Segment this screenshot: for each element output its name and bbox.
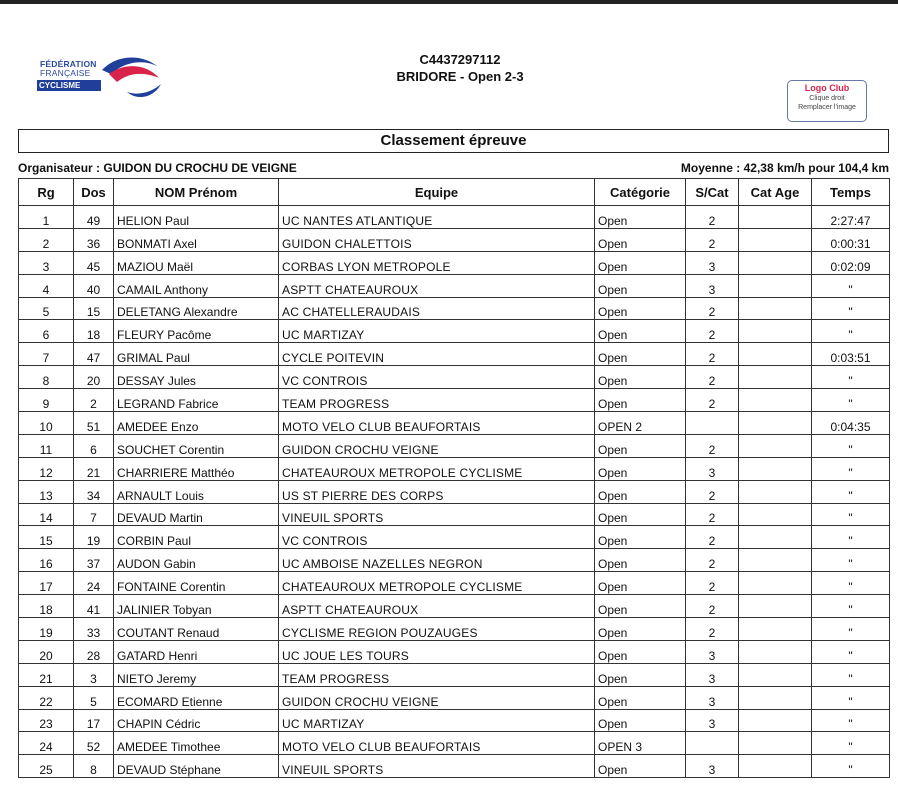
table-row — [19, 526, 890, 549]
subcategory-cell: 3 — [686, 274, 739, 297]
table-row — [19, 755, 890, 778]
column-header-age-category: Cat Age — [739, 179, 812, 206]
rank-cell: 23 — [19, 709, 74, 732]
rank-cell: 12 — [19, 457, 74, 480]
age-category-cell — [739, 640, 812, 663]
subcategory-cell: 2 — [686, 343, 739, 366]
table-row — [19, 228, 890, 251]
category-cell: Open — [595, 709, 686, 732]
team-cell: GUIDON CHALETTOIS — [279, 228, 595, 251]
team-cell: UC MARTIZAY — [279, 709, 595, 732]
rider-name-cell: DESSAY Jules — [114, 366, 279, 389]
rider-name-cell: AMEDEE Enzo — [114, 412, 279, 435]
category-cell: Open — [595, 526, 686, 549]
table-row — [19, 412, 890, 435]
category-cell: Open — [595, 228, 686, 251]
category-cell: Open — [595, 320, 686, 343]
rider-name-cell: AUDON Gabin — [114, 549, 279, 572]
subcategory-cell: 2 — [686, 526, 739, 549]
time-cell: " — [812, 686, 890, 709]
rank-cell: 15 — [19, 526, 74, 549]
table-row — [19, 206, 890, 229]
team-cell: GUIDON CROCHU VEIGNE — [279, 434, 595, 457]
time-cell: " — [812, 320, 890, 343]
rider-name-cell: DEVAUD Stéphane — [114, 755, 279, 778]
time-cell: " — [812, 640, 890, 663]
bib-cell: 33 — [74, 618, 114, 641]
table-row — [19, 457, 890, 480]
bib-cell: 36 — [74, 228, 114, 251]
average-speed: Moyenne : 42,38 km/h pour 104,4 km — [680, 161, 889, 175]
team-cell: VC CONTROIS — [279, 366, 595, 389]
age-category-cell — [739, 274, 812, 297]
column-header-rg: Rg — [19, 179, 74, 206]
subcategory-cell: 3 — [686, 755, 739, 778]
federation-logo-line1: FÉDÉRATION — [40, 59, 97, 69]
column-header-name: NOM Prénom — [114, 179, 279, 206]
table-row — [19, 709, 890, 732]
age-category-cell — [739, 709, 812, 732]
bib-cell: 34 — [74, 480, 114, 503]
bib-cell: 41 — [74, 595, 114, 618]
time-cell: " — [812, 503, 890, 526]
time-cell: 0:00:31 — [812, 228, 890, 251]
rider-name-cell: GRIMAL Paul — [114, 343, 279, 366]
age-category-cell — [739, 526, 812, 549]
bib-cell: 45 — [74, 251, 114, 274]
time-cell: " — [812, 618, 890, 641]
subcategory-cell — [686, 732, 739, 755]
subcategory-cell: 2 — [686, 572, 739, 595]
bib-cell: 21 — [74, 457, 114, 480]
rider-name-cell: DEVAUD Martin — [114, 503, 279, 526]
category-cell: Open — [595, 618, 686, 641]
age-category-cell — [739, 686, 812, 709]
table-row — [19, 572, 890, 595]
rider-name-cell: CORBIN Paul — [114, 526, 279, 549]
federation-logo-text — [40, 60, 97, 78]
column-header-time: Temps — [812, 179, 890, 206]
category-cell: Open — [595, 503, 686, 526]
column-header-team: Equipe — [279, 179, 595, 206]
table-row — [19, 732, 890, 755]
age-category-cell — [739, 228, 812, 251]
club-logo-instruction: Remplacer l'image — [798, 104, 856, 111]
rank-cell: 1 — [19, 206, 74, 229]
time-cell: " — [812, 297, 890, 320]
age-category-cell — [739, 732, 812, 755]
team-cell: CYCLE POITEVIN — [279, 343, 595, 366]
age-category-cell — [739, 480, 812, 503]
age-category-cell — [739, 343, 812, 366]
rider-name-cell: SOUCHET Corentin — [114, 434, 279, 457]
rider-name-cell: MAZIOU Maël — [114, 251, 279, 274]
table-row — [19, 686, 890, 709]
category-cell: Open — [595, 251, 686, 274]
category-cell: Open — [595, 457, 686, 480]
club-logo-title: Logo Club — [804, 83, 850, 93]
age-category-cell — [739, 206, 812, 229]
bib-cell: 51 — [74, 412, 114, 435]
rank-cell: 10 — [19, 412, 74, 435]
rank-cell: 24 — [19, 732, 74, 755]
age-category-cell — [739, 503, 812, 526]
team-cell: VC CONTROIS — [279, 526, 595, 549]
category-cell: Open — [595, 297, 686, 320]
subcategory-cell: 2 — [686, 618, 739, 641]
age-category-cell — [739, 320, 812, 343]
age-category-cell — [739, 572, 812, 595]
rider-name-cell: NIETO Jeremy — [114, 663, 279, 686]
time-cell: " — [812, 389, 890, 412]
rank-cell: 5 — [19, 297, 74, 320]
time-cell: " — [812, 549, 890, 572]
time-cell: " — [812, 457, 890, 480]
table-row — [19, 640, 890, 663]
rank-cell: 2 — [19, 228, 74, 251]
bib-cell: 52 — [74, 732, 114, 755]
team-cell: CYCLISME REGION POUZAUGES — [279, 618, 595, 641]
rider-name-cell: BONMATI Axel — [114, 228, 279, 251]
category-cell: Open — [595, 686, 686, 709]
category-cell: OPEN 3 — [595, 732, 686, 755]
time-cell: " — [812, 366, 890, 389]
age-category-cell — [739, 755, 812, 778]
bib-cell: 5 — [74, 686, 114, 709]
category-cell: OPEN 2 — [595, 412, 686, 435]
federation-logo-bar — [37, 80, 101, 91]
team-cell: UC NANTES ATLANTIQUE — [279, 206, 595, 229]
category-cell: Open — [595, 343, 686, 366]
rank-cell: 21 — [19, 663, 74, 686]
rank-cell: 22 — [19, 686, 74, 709]
rider-name-cell: JALINIER Tobyan — [114, 595, 279, 618]
club-logo-hint: Clique droit — [809, 95, 845, 102]
table-row — [19, 503, 890, 526]
table-row — [19, 320, 890, 343]
category-cell: Open — [595, 640, 686, 663]
time-cell: " — [812, 732, 890, 755]
bib-cell: 15 — [74, 297, 114, 320]
category-cell: Open — [595, 366, 686, 389]
rank-cell: 14 — [19, 503, 74, 526]
time-cell: " — [812, 434, 890, 457]
rider-name-cell: LEGRAND Fabrice — [114, 389, 279, 412]
subcategory-cell: 3 — [686, 709, 739, 732]
age-category-cell — [739, 366, 812, 389]
race-code: C4437297112 — [419, 52, 501, 67]
results-table — [18, 178, 890, 778]
team-cell: ASPTT CHATEAUROUX — [279, 274, 595, 297]
team-cell: MOTO VELO CLUB BEAUFORTAIS — [279, 732, 595, 755]
category-cell: Open — [595, 434, 686, 457]
bib-cell: 6 — [74, 434, 114, 457]
bib-cell: 18 — [74, 320, 114, 343]
subcategory-cell: 3 — [686, 251, 739, 274]
bib-cell: 3 — [74, 663, 114, 686]
rider-name-cell: AMEDEE Timothee — [114, 732, 279, 755]
subcategory-cell: 2 — [686, 503, 739, 526]
time-cell: " — [812, 663, 890, 686]
column-header-category: Catégorie — [595, 179, 686, 206]
federation-logo-line3: CYCLISME — [39, 81, 81, 90]
subcategory-cell: 2 — [686, 434, 739, 457]
rider-name-cell: ECOMARD Etienne — [114, 686, 279, 709]
table-row — [19, 595, 890, 618]
table-row — [19, 480, 890, 503]
top-border — [0, 0, 898, 4]
rider-name-cell: COUTANT Renaud — [114, 618, 279, 641]
time-cell: 0:02:09 — [812, 251, 890, 274]
time-cell: 0:04:35 — [812, 412, 890, 435]
race-name: BRIDORE - Open 2-3 — [396, 69, 524, 84]
table-row — [19, 297, 890, 320]
subcategory-cell: 3 — [686, 686, 739, 709]
time-cell: 2:27:47 — [812, 206, 890, 229]
rider-name-cell: DELETANG Alexandre — [114, 297, 279, 320]
rank-cell: 11 — [19, 434, 74, 457]
subcategory-cell — [686, 412, 739, 435]
category-cell: Open — [595, 274, 686, 297]
subcategory-cell: 2 — [686, 320, 739, 343]
column-header-dos: Dos — [74, 179, 114, 206]
table-row — [19, 366, 890, 389]
rank-cell: 4 — [19, 274, 74, 297]
category-cell: Open — [595, 549, 686, 572]
rank-cell: 25 — [19, 755, 74, 778]
team-cell: CHATEAUROUX METROPOLE CYCLISME — [279, 457, 595, 480]
bib-cell: 19 — [74, 526, 114, 549]
category-cell: Open — [595, 663, 686, 686]
race-info-row — [18, 159, 889, 177]
rider-name-cell: CHAPIN Cédric — [114, 709, 279, 732]
category-cell: Open — [595, 480, 686, 503]
team-cell: US ST PIERRE DES CORPS — [279, 480, 595, 503]
rank-cell: 6 — [19, 320, 74, 343]
team-cell: CORBAS LYON METROPOLE — [279, 251, 595, 274]
bib-cell: 17 — [74, 709, 114, 732]
team-cell: TEAM PROGRESS — [279, 663, 595, 686]
table-row — [19, 343, 890, 366]
results-body — [19, 206, 890, 778]
rank-cell: 8 — [19, 366, 74, 389]
team-cell: VINEUIL SPORTS — [279, 755, 595, 778]
age-category-cell — [739, 251, 812, 274]
bib-cell: 47 — [74, 343, 114, 366]
rank-cell: 13 — [19, 480, 74, 503]
table-row — [19, 663, 890, 686]
rank-cell: 18 — [19, 595, 74, 618]
rider-name-cell: FLEURY Pacôme — [114, 320, 279, 343]
category-cell: Open — [595, 389, 686, 412]
bib-cell: 40 — [74, 274, 114, 297]
team-cell: UC JOUE LES TOURS — [279, 640, 595, 663]
subcategory-cell: 2 — [686, 206, 739, 229]
rider-name-cell: HELION Paul — [114, 206, 279, 229]
age-category-cell — [739, 297, 812, 320]
category-cell: Open — [595, 572, 686, 595]
bib-cell: 2 — [74, 389, 114, 412]
club-logo-placeholder — [787, 80, 867, 122]
age-category-cell — [739, 618, 812, 641]
time-cell: " — [812, 709, 890, 732]
rank-cell: 19 — [19, 618, 74, 641]
age-category-cell — [739, 389, 812, 412]
rank-cell: 3 — [19, 251, 74, 274]
table-row — [19, 389, 890, 412]
age-category-cell — [739, 549, 812, 572]
rider-name-cell: CHARRIERE Matthéo — [114, 457, 279, 480]
category-cell: Open — [595, 206, 686, 229]
table-row — [19, 434, 890, 457]
subcategory-cell: 2 — [686, 595, 739, 618]
subcategory-cell: 2 — [686, 389, 739, 412]
team-cell: GUIDON CROCHU VEIGNE — [279, 686, 595, 709]
age-category-cell — [739, 412, 812, 435]
time-cell: " — [812, 572, 890, 595]
time-cell: " — [812, 755, 890, 778]
subcategory-cell: 2 — [686, 297, 739, 320]
race-header — [260, 52, 660, 85]
bib-cell: 20 — [74, 366, 114, 389]
rank-cell: 7 — [19, 343, 74, 366]
section-title: Classement épreuve — [18, 129, 889, 153]
table-header-row — [19, 179, 890, 206]
rank-cell: 16 — [19, 549, 74, 572]
time-cell: 0:03:51 — [812, 343, 890, 366]
table-row — [19, 251, 890, 274]
bib-cell: 8 — [74, 755, 114, 778]
table-row — [19, 549, 890, 572]
category-cell: Open — [595, 755, 686, 778]
rider-name-cell: GATARD Henri — [114, 640, 279, 663]
team-cell: UC MARTIZAY — [279, 320, 595, 343]
bib-cell: 24 — [74, 572, 114, 595]
bib-cell: 49 — [74, 206, 114, 229]
subcategory-cell: 2 — [686, 549, 739, 572]
time-cell: " — [812, 595, 890, 618]
federation-logo — [37, 52, 162, 102]
rider-name-cell: FONTAINE Corentin — [114, 572, 279, 595]
rider-name-cell: ARNAULT Louis — [114, 480, 279, 503]
team-cell: UC AMBOISE NAZELLES NEGRON — [279, 549, 595, 572]
rank-cell: 9 — [19, 389, 74, 412]
age-category-cell — [739, 457, 812, 480]
team-cell: MOTO VELO CLUB BEAUFORTAIS — [279, 412, 595, 435]
subcategory-cell: 2 — [686, 228, 739, 251]
time-cell: " — [812, 480, 890, 503]
age-category-cell — [739, 434, 812, 457]
time-cell: " — [812, 526, 890, 549]
age-category-cell — [739, 595, 812, 618]
category-cell: Open — [595, 595, 686, 618]
subcategory-cell: 2 — [686, 480, 739, 503]
rank-cell: 17 — [19, 572, 74, 595]
team-cell: VINEUIL SPORTS — [279, 503, 595, 526]
age-category-cell — [739, 663, 812, 686]
organizer-label: Organisateur : GUIDON DU CROCHU DE VEIGNE — [18, 161, 297, 175]
time-cell: " — [812, 274, 890, 297]
rank-cell: 20 — [19, 640, 74, 663]
column-header-subcategory: S/Cat — [686, 179, 739, 206]
bib-cell: 37 — [74, 549, 114, 572]
federation-logo-line2: FRANÇAISE — [40, 68, 91, 78]
rider-name-cell: CAMAIL Anthony — [114, 274, 279, 297]
subcategory-cell: 3 — [686, 640, 739, 663]
federation-swoosh-icon — [97, 52, 162, 102]
subcategory-cell: 3 — [686, 663, 739, 686]
team-cell: TEAM PROGRESS — [279, 389, 595, 412]
team-cell: CHATEAUROUX METROPOLE CYCLISME — [279, 572, 595, 595]
bib-cell: 28 — [74, 640, 114, 663]
table-row — [19, 618, 890, 641]
table-row — [19, 274, 890, 297]
bib-cell: 7 — [74, 503, 114, 526]
subcategory-cell: 2 — [686, 366, 739, 389]
team-cell: AC CHATELLERAUDAIS — [279, 297, 595, 320]
team-cell: ASPTT CHATEAUROUX — [279, 595, 595, 618]
subcategory-cell: 3 — [686, 457, 739, 480]
